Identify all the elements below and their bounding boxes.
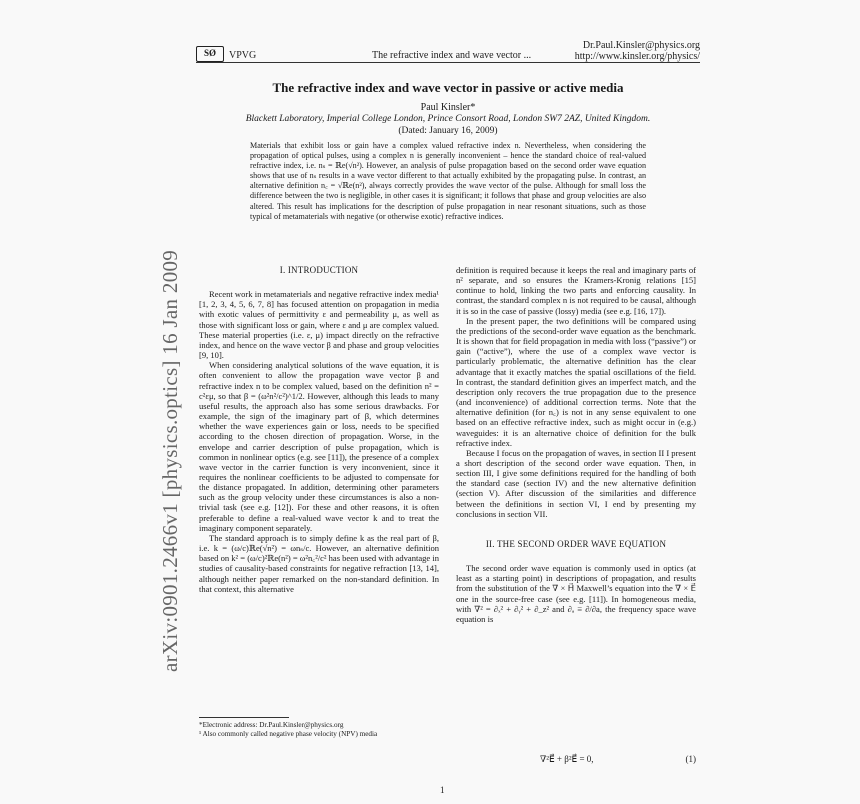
header-email: Dr.Paul.Kinsler@physics.org xyxy=(582,40,700,51)
paper-title: The refractive index and wave vector in passive or active media xyxy=(272,80,624,95)
intro-paragraph-3: The standard approach is to simply define k as the real part of β, i.e. k = (ω/c)ℝe(√n²) = ωnₛ/c. However, an alternative definition based on k² = (ω/c)²ℝe(n²) = ω²n꜀²/c² has been used with advantage in studies of causality-based constraints for negative refraction [13, 14], although neither paper remarked on the non-standard definition. In that context, this alternative xyxy=(199,532,439,594)
section-heading-wave-equation: II. THE SECOND ORDER WAVE EQUATION xyxy=(485,538,667,549)
section-heading-intro: I. INTRODUCTION xyxy=(279,265,359,275)
right-column xyxy=(456,265,696,624)
equation-number: (1) xyxy=(685,754,696,764)
intro-paragraph-1: Recent work in metamaterials and negative refractive index media¹ [1, 2, 3, 4, 5, 6, 7, 8] has focused attention on propagation in media with exotic values of permittivity ε and permeability μ, as well as those with significant loss or gain, where ε and μ are complex valued. These material properties (i.e. ε, μ) impact directly on the refractive index, and hence on the wave vector β and phase and group velocities [9, 10]. xyxy=(199,289,439,361)
footnote-rule xyxy=(199,717,289,718)
header-left: VPVG xyxy=(229,50,257,61)
right-paragraph-3: Because I focus on the propagation of waves, in section II I present a short description of the second order wave equation. Then, in section III, I give some definitions required for the handling of both the standard case (section IV) and the new alternative definition (section V). After discussion of the similarities and difference between the definitions in section VI, I end by presenting my conclusions in section VII. xyxy=(456,447,696,519)
abstract: Materials that exhibit loss or gain have a complex valued refractive index n. Nevertheless, when considering the propagation of optical pulses, using a complex n is generally inconvenient – hence the standard choice of real-valued refractive index, i.e. nₛ = ℝe(√n²). However, an analysis of pulse propagation based on the second order wave equation shows that use of nₛ results in a wave vector different to that actually exhibited by the propagating pulse. In contrast, an alternative definition n꜀ = √ℝe(n²), always correctly provides the wave vector of the pulse. Although for small loss the difference between the two is negligible, in other cases it is significant; it follows that phase and group velocities are also altered. This result has implications for the description of pulse propagation in near resonant situations, such as those typical of metamaterials with negative (or otherwise exotic) refractive indices. xyxy=(250,141,646,221)
left-column xyxy=(199,265,439,594)
page-number: 1 xyxy=(440,785,445,795)
footnote-npv: ¹ Also commonly called negative phase velocity (NPV) media xyxy=(199,730,378,738)
arxiv-side-label: arXiv:0901.2466v1 [physics.optics] 16 Jan 2009 xyxy=(158,249,182,672)
equation-body: ∇²E⃗ + β²E⃗ = 0, xyxy=(540,754,594,764)
intro-paragraph-2: When considering analytical solutions of the wave equation, it is often convenient to allow the propagation wave vector β and refractive index n to be complex valued, based on the definition n² = c²εμ, so that β = (ω²n²/c²)^1/2. However, although this leads to many useful results, the approach also has some serious drawbacks. For example, the sign of the imaginary part of β, which determines whether the wave experiences gain or loss, needs to be specified according to the chosen direction of propagation. Worse, in the envelope and carrier description of pulse propagation, which is common in nonlinear optics (e.g. see [11]), the presence of a complex wave vector in the carrier function is very inconvenient, since it requires the nonlinear coefficients to be adjusted to compensate for the distance propagated. In addition, determining other parameters such as the group velocity under these circumstances is also a non-trivial task (see e.g. [12]). For these and other reasons, it is often preferable to define a real-valued wave vector k and to treat the imaginary component separately. xyxy=(199,360,439,533)
header-url[interactable]: http://www.kinsler.org/physics/ xyxy=(574,51,700,62)
right-paragraph-1: definition is required because it keeps the real and imaginary parts of n² separate, and so ensures the Kramers-Kronig relations [15] continue to hold, linking the two parts and enforcing causality. In contrast, the standard complex n is not required to be causal, although it is so in the case of passive (lossy) media (see e.g. [16, 17]). xyxy=(456,265,696,316)
paper-affiliation: Blackett Laboratory, Imperial College London, Prince Consort Road, London SW7 2AZ, United Kingdom. xyxy=(245,114,651,124)
paper-date: (Dated: January 16, 2009) xyxy=(398,126,498,136)
header-center: The refractive index and wave vector ... xyxy=(372,50,532,61)
journal-logo: SØ xyxy=(196,46,224,62)
sec2-paragraph: The second order wave equation is commonly used in optics (at least as a starting point) in descriptions of propagation, and results from the substitution of the ∇ × H⃗ Maxwell’s equation into the ∇ × E⃗ one in the source-free case (see e.g. [11]). In homogeneous media, with ∇² = ∂ₓ² + ∂ᵧ² + ∂_z² and ∂ₐ ≡ ∂/∂a, the frequency space wave equation is xyxy=(456,563,696,624)
paper-author: Paul Kinsler* xyxy=(420,102,476,113)
footnote-email: *Electronic address: Dr.Paul.Kinsler@physics.org xyxy=(199,721,344,729)
right-paragraph-2: In the present paper, the two definitions will be compared using the predictions of the second-order wave equation as the benchmark. It is shown that for field propagation in media with loss (“passive”) or gain (“active”), where the use of a complex wave vector is particularly problematic, the alternative definition has the clear advantage that it exactly matches the spatial oscillations of the field. In contrast, the standard definition gives an imperfect match, and the description only recovers the true propagation due to the presence (and inconvenience) of additional correction terms. Note that the alternative definition (for n꜀) is not in any sense equivalent to one based on an effective refractive index, such as might occur in (e.g.) waveguides: it is an alternative choice of definition for the bulk refractive index. xyxy=(456,315,696,448)
header-rule xyxy=(196,62,700,63)
